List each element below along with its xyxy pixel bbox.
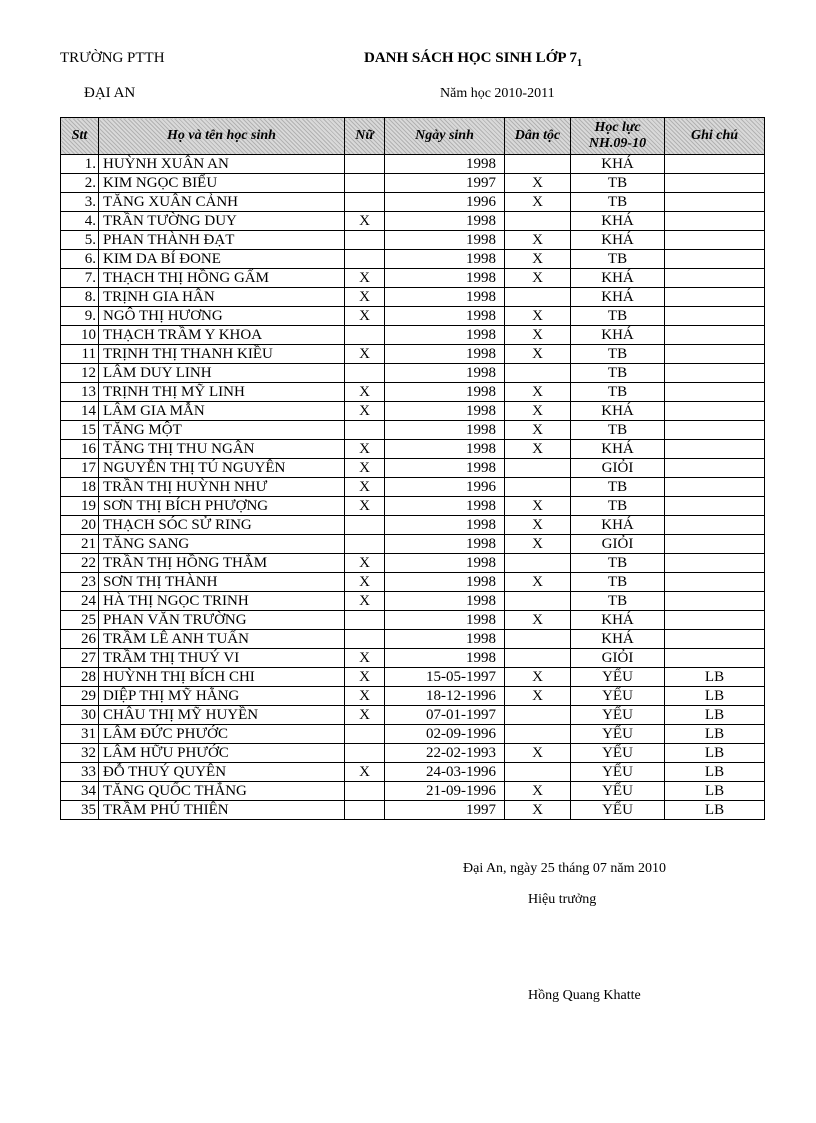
cell-note — [665, 383, 765, 402]
cell-stt: 1. — [61, 155, 99, 174]
cell-name: TRỊNH GIA HÂN — [99, 288, 345, 307]
cell-ethnic: X — [505, 611, 571, 630]
cell-dob: 1998 — [385, 535, 505, 554]
cell-dob: 1998 — [385, 573, 505, 592]
table-row — [61, 288, 765, 307]
cell-grade: TB — [571, 345, 665, 364]
table-row — [61, 421, 765, 440]
cell-note: LB — [665, 725, 765, 744]
cell-grade: KHÁ — [571, 402, 665, 421]
cell-female: X — [345, 459, 385, 478]
cell-stt: 12 — [61, 364, 99, 383]
cell-female — [345, 250, 385, 269]
cell-name: TRẦN THỊ HUỲNH NHƯ — [99, 478, 345, 497]
cell-grade: TB — [571, 573, 665, 592]
table-row — [61, 478, 765, 497]
cell-grade: TB — [571, 307, 665, 326]
cell-name: TĂNG XUÂN CẢNH — [99, 193, 345, 212]
place-date: Đại An, ngày 25 tháng 07 năm 2010 — [463, 861, 666, 876]
cell-stt: 10 — [61, 326, 99, 345]
cell-dob: 1998 — [385, 497, 505, 516]
cell-name: TRẦN THỊ HỒNG THẮM — [99, 554, 345, 573]
cell-name: TRẦM THỊ THUÝ VI — [99, 649, 345, 668]
cell-ethnic — [505, 592, 571, 611]
cell-grade: KHÁ — [571, 326, 665, 345]
cell-note — [665, 193, 765, 212]
cell-note — [665, 592, 765, 611]
cell-stt: 11 — [61, 345, 99, 364]
table-row — [61, 364, 765, 383]
cell-note — [665, 326, 765, 345]
cell-note — [665, 440, 765, 459]
cell-dob: 1998 — [385, 630, 505, 649]
cell-stt: 4. — [61, 212, 99, 231]
cell-grade: KHÁ — [571, 288, 665, 307]
cell-name: HÀ THỊ NGỌC TRINH — [99, 592, 345, 611]
table-row — [61, 573, 765, 592]
table-row — [61, 725, 765, 744]
cell-note: LB — [665, 801, 765, 820]
cell-grade: GIỎI — [571, 649, 665, 668]
cell-dob: 1998 — [385, 231, 505, 250]
cell-name: TĂNG QUỐC THẮNG — [99, 782, 345, 801]
cell-note — [665, 307, 765, 326]
cell-stt: 31 — [61, 725, 99, 744]
cell-grade: YẾU — [571, 687, 665, 706]
cell-ethnic: X — [505, 345, 571, 364]
cell-grade: TB — [571, 174, 665, 193]
cell-stt: 22 — [61, 554, 99, 573]
cell-ethnic — [505, 706, 571, 725]
table-row — [61, 801, 765, 820]
cell-name: TĂNG THỊ THU NGÂN — [99, 440, 345, 459]
cell-ethnic: X — [505, 782, 571, 801]
cell-ethnic — [505, 725, 571, 744]
cell-note: LB — [665, 763, 765, 782]
document-title-subscript: 1 — [576, 58, 582, 69]
column-header-dob: Ngày sinh — [385, 118, 505, 155]
table-row — [61, 174, 765, 193]
cell-dob: 18-12-1996 — [385, 687, 505, 706]
cell-grade: TB — [571, 193, 665, 212]
cell-grade: GIỎI — [571, 535, 665, 554]
cell-dob: 02-09-1996 — [385, 725, 505, 744]
cell-note — [665, 478, 765, 497]
cell-stt: 21 — [61, 535, 99, 554]
cell-stt: 17 — [61, 459, 99, 478]
cell-name: TRỊNH THỊ THANH KIỀU — [99, 345, 345, 364]
cell-female: X — [345, 402, 385, 421]
cell-stt: 13 — [61, 383, 99, 402]
cell-female: X — [345, 269, 385, 288]
cell-note: LB — [665, 668, 765, 687]
cell-ethnic — [505, 459, 571, 478]
cell-female — [345, 231, 385, 250]
cell-dob: 1998 — [385, 459, 505, 478]
table-row — [61, 440, 765, 459]
cell-note: LB — [665, 706, 765, 725]
cell-dob: 22-02-1993 — [385, 744, 505, 763]
cell-dob: 1998 — [385, 326, 505, 345]
cell-female: X — [345, 288, 385, 307]
cell-stt: 9. — [61, 307, 99, 326]
cell-note — [665, 250, 765, 269]
table-body — [61, 155, 765, 820]
table-row — [61, 630, 765, 649]
cell-grade: YẾU — [571, 706, 665, 725]
cell-grade: GIỎI — [571, 459, 665, 478]
school-name-line2: ĐẠI AN — [84, 85, 136, 101]
cell-stt: 18 — [61, 478, 99, 497]
cell-name: TĂNG MỘT — [99, 421, 345, 440]
cell-stt: 2. — [61, 174, 99, 193]
cell-note — [665, 630, 765, 649]
column-header-name: Họ và tên học sinh — [99, 118, 345, 155]
cell-note: LB — [665, 744, 765, 763]
cell-grade: TB — [571, 250, 665, 269]
cell-ethnic: X — [505, 383, 571, 402]
cell-name: THẠCH THỊ HỒNG GẤM — [99, 269, 345, 288]
cell-dob: 07-01-1997 — [385, 706, 505, 725]
cell-grade: YẾU — [571, 668, 665, 687]
cell-note — [665, 421, 765, 440]
cell-note — [665, 554, 765, 573]
table-row — [61, 326, 765, 345]
cell-grade: KHÁ — [571, 630, 665, 649]
cell-note — [665, 155, 765, 174]
cell-female — [345, 364, 385, 383]
cell-name: THẠCH TRẦM Y KHOA — [99, 326, 345, 345]
cell-dob: 1998 — [385, 212, 505, 231]
cell-female: X — [345, 212, 385, 231]
cell-dob: 1998 — [385, 269, 505, 288]
cell-stt: 15 — [61, 421, 99, 440]
table-row — [61, 307, 765, 326]
cell-ethnic: X — [505, 668, 571, 687]
cell-female — [345, 630, 385, 649]
cell-name: LÂM HỮU PHƯỚC — [99, 744, 345, 763]
cell-stt: 20 — [61, 516, 99, 535]
cell-note — [665, 402, 765, 421]
cell-stt: 23 — [61, 573, 99, 592]
cell-ethnic — [505, 649, 571, 668]
cell-grade: KHÁ — [571, 269, 665, 288]
table-row — [61, 193, 765, 212]
cell-ethnic: X — [505, 573, 571, 592]
cell-note — [665, 212, 765, 231]
cell-ethnic: X — [505, 269, 571, 288]
cell-ethnic: X — [505, 744, 571, 763]
cell-dob: 1998 — [385, 516, 505, 535]
cell-stt: 3. — [61, 193, 99, 212]
signer-name: Hồng Quang Khatte — [528, 988, 641, 1003]
cell-grade: YẾU — [571, 763, 665, 782]
cell-grade: TB — [571, 497, 665, 516]
cell-name: TRẦM LÊ ANH TUẤN — [99, 630, 345, 649]
cell-female — [345, 516, 385, 535]
cell-stt: 5. — [61, 231, 99, 250]
cell-female — [345, 744, 385, 763]
cell-name: DIỆP THỊ MỸ HẰNG — [99, 687, 345, 706]
cell-stt: 7. — [61, 269, 99, 288]
cell-ethnic — [505, 155, 571, 174]
cell-note — [665, 174, 765, 193]
cell-ethnic — [505, 554, 571, 573]
cell-name: PHAN THÀNH ĐẠT — [99, 231, 345, 250]
cell-dob: 21-09-1996 — [385, 782, 505, 801]
document-title-text: DANH SÁCH HỌC SINH LỚP 7 — [364, 50, 577, 66]
table-row — [61, 345, 765, 364]
cell-stt: 26 — [61, 630, 99, 649]
cell-dob: 1998 — [385, 383, 505, 402]
cell-name: PHAN VĂN TRƯỜNG — [99, 611, 345, 630]
cell-dob: 1998 — [385, 649, 505, 668]
table-row — [61, 592, 765, 611]
document-title — [364, 50, 582, 69]
cell-dob: 15-05-1997 — [385, 668, 505, 687]
cell-stt: 34 — [61, 782, 99, 801]
cell-grade: YẾU — [571, 801, 665, 820]
column-header-stt: Stt — [61, 118, 99, 155]
student-roster-table — [60, 117, 765, 820]
cell-name: TRỊNH THỊ MỸ LINH — [99, 383, 345, 402]
cell-grade: KHÁ — [571, 516, 665, 535]
cell-grade: TB — [571, 592, 665, 611]
cell-ethnic: X — [505, 516, 571, 535]
table-header-row — [61, 118, 765, 155]
cell-ethnic: X — [505, 440, 571, 459]
cell-grade: KHÁ — [571, 212, 665, 231]
cell-grade: KHÁ — [571, 155, 665, 174]
table-row — [61, 269, 765, 288]
cell-dob: 1998 — [385, 155, 505, 174]
cell-name: KIM DA BÍ ĐONE — [99, 250, 345, 269]
cell-female: X — [345, 497, 385, 516]
cell-note — [665, 516, 765, 535]
cell-name: TRẦM PHÚ THIÊN — [99, 801, 345, 820]
cell-ethnic: X — [505, 421, 571, 440]
cell-dob: 1998 — [385, 611, 505, 630]
cell-dob: 1998 — [385, 554, 505, 573]
cell-name: LÂM DUY LINH — [99, 364, 345, 383]
cell-name: HUỲNH XUÂN AN — [99, 155, 345, 174]
cell-stt: 30 — [61, 706, 99, 725]
cell-female: X — [345, 345, 385, 364]
cell-note — [665, 364, 765, 383]
cell-female — [345, 801, 385, 820]
cell-stt: 6. — [61, 250, 99, 269]
cell-stt: 27 — [61, 649, 99, 668]
cell-ethnic: X — [505, 497, 571, 516]
cell-note — [665, 573, 765, 592]
cell-grade: TB — [571, 554, 665, 573]
cell-note — [665, 288, 765, 307]
cell-name: SƠN THỊ BÍCH PHƯỢNG — [99, 497, 345, 516]
cell-stt: 24 — [61, 592, 99, 611]
cell-ethnic: X — [505, 326, 571, 345]
cell-ethnic: X — [505, 231, 571, 250]
cell-ethnic: X — [505, 307, 571, 326]
cell-stt: 19 — [61, 497, 99, 516]
cell-ethnic — [505, 630, 571, 649]
column-header-note: Ghi chú — [665, 118, 765, 155]
column-header-grade: Học lực NH.09-10 — [571, 118, 665, 155]
cell-female — [345, 725, 385, 744]
cell-female — [345, 421, 385, 440]
cell-stt: 16 — [61, 440, 99, 459]
cell-note — [665, 611, 765, 630]
cell-dob: 1998 — [385, 288, 505, 307]
table-row — [61, 687, 765, 706]
cell-grade: TB — [571, 478, 665, 497]
cell-female: X — [345, 592, 385, 611]
cell-stt: 32 — [61, 744, 99, 763]
cell-dob: 1998 — [385, 345, 505, 364]
cell-grade: YẾU — [571, 782, 665, 801]
cell-ethnic: X — [505, 250, 571, 269]
cell-ethnic: X — [505, 687, 571, 706]
cell-ethnic — [505, 288, 571, 307]
table-row — [61, 668, 765, 687]
table-row — [61, 383, 765, 402]
cell-stt: 29 — [61, 687, 99, 706]
cell-dob: 24-03-1996 — [385, 763, 505, 782]
cell-female — [345, 611, 385, 630]
cell-dob: 1996 — [385, 478, 505, 497]
table-row — [61, 402, 765, 421]
cell-grade: TB — [571, 421, 665, 440]
cell-female: X — [345, 706, 385, 725]
cell-female: X — [345, 383, 385, 402]
cell-female: X — [345, 478, 385, 497]
cell-dob: 1996 — [385, 193, 505, 212]
cell-female: X — [345, 554, 385, 573]
cell-stt: 28 — [61, 668, 99, 687]
cell-dob: 1998 — [385, 307, 505, 326]
cell-dob: 1998 — [385, 364, 505, 383]
cell-note — [665, 497, 765, 516]
cell-stt: 8. — [61, 288, 99, 307]
cell-female: X — [345, 687, 385, 706]
cell-note: LB — [665, 782, 765, 801]
cell-note — [665, 269, 765, 288]
table-row — [61, 763, 765, 782]
cell-ethnic — [505, 364, 571, 383]
cell-name: NGÔ THỊ HƯƠNG — [99, 307, 345, 326]
cell-note — [665, 535, 765, 554]
cell-dob: 1998 — [385, 592, 505, 611]
table-row — [61, 212, 765, 231]
cell-dob: 1997 — [385, 801, 505, 820]
cell-female — [345, 782, 385, 801]
cell-ethnic: X — [505, 174, 571, 193]
cell-name: KIM NGỌC BIỂU — [99, 174, 345, 193]
table-row — [61, 611, 765, 630]
table-row — [61, 706, 765, 725]
cell-female: X — [345, 668, 385, 687]
column-header-ethnic: Dân tộc — [505, 118, 571, 155]
cell-ethnic: X — [505, 193, 571, 212]
table-row — [61, 497, 765, 516]
table-row — [61, 516, 765, 535]
cell-female — [345, 326, 385, 345]
cell-stt: 25 — [61, 611, 99, 630]
cell-female: X — [345, 440, 385, 459]
cell-note — [665, 459, 765, 478]
table-row — [61, 535, 765, 554]
cell-grade: YẾU — [571, 744, 665, 763]
cell-name: HUỲNH THỊ BÍCH CHI — [99, 668, 345, 687]
cell-dob: 1997 — [385, 174, 505, 193]
cell-name: LÂM ĐỨC PHƯỚC — [99, 725, 345, 744]
cell-dob: 1998 — [385, 402, 505, 421]
table-row — [61, 459, 765, 478]
cell-stt: 33 — [61, 763, 99, 782]
cell-ethnic: X — [505, 535, 571, 554]
cell-note — [665, 231, 765, 250]
cell-ethnic — [505, 763, 571, 782]
cell-grade: YẾU — [571, 725, 665, 744]
school-name-line1: TRƯỜNG PTTH — [60, 50, 165, 66]
cell-dob: 1998 — [385, 421, 505, 440]
column-header-female: Nữ — [345, 118, 385, 155]
cell-ethnic — [505, 478, 571, 497]
cell-dob: 1998 — [385, 250, 505, 269]
cell-ethnic: X — [505, 402, 571, 421]
cell-grade: TB — [571, 383, 665, 402]
cell-name: NGUYỄN THỊ TÚ NGUYÊN — [99, 459, 345, 478]
cell-name: CHÂU THỊ MỸ HUYỀN — [99, 706, 345, 725]
table-row — [61, 744, 765, 763]
cell-name: SƠN THỊ THÀNH — [99, 573, 345, 592]
table-row — [61, 554, 765, 573]
table-row — [61, 250, 765, 269]
cell-female — [345, 535, 385, 554]
table-row — [61, 155, 765, 174]
cell-female: X — [345, 573, 385, 592]
cell-ethnic: X — [505, 801, 571, 820]
cell-name: THẠCH SÓC SỬ RING — [99, 516, 345, 535]
cell-note — [665, 345, 765, 364]
cell-grade: KHÁ — [571, 440, 665, 459]
cell-note — [665, 649, 765, 668]
cell-grade: KHÁ — [571, 231, 665, 250]
cell-name: ĐỖ THUÝ QUYÊN — [99, 763, 345, 782]
cell-name: TRẦN TƯỜNG DUY — [99, 212, 345, 231]
cell-female: X — [345, 649, 385, 668]
cell-grade: KHÁ — [571, 611, 665, 630]
cell-stt: 35 — [61, 801, 99, 820]
cell-dob: 1998 — [385, 440, 505, 459]
cell-note: LB — [665, 687, 765, 706]
signer-role: Hiệu trưởng — [528, 892, 597, 907]
cell-female — [345, 155, 385, 174]
cell-female — [345, 193, 385, 212]
table-row — [61, 649, 765, 668]
cell-name: TĂNG SANG — [99, 535, 345, 554]
cell-female — [345, 174, 385, 193]
table-row — [61, 782, 765, 801]
cell-grade: TB — [571, 364, 665, 383]
cell-ethnic — [505, 212, 571, 231]
school-year: Năm học 2010-2011 — [440, 86, 555, 101]
cell-stt: 14 — [61, 402, 99, 421]
cell-name: LÂM GIA MẪN — [99, 402, 345, 421]
table-row — [61, 231, 765, 250]
cell-female: X — [345, 307, 385, 326]
cell-female: X — [345, 763, 385, 782]
